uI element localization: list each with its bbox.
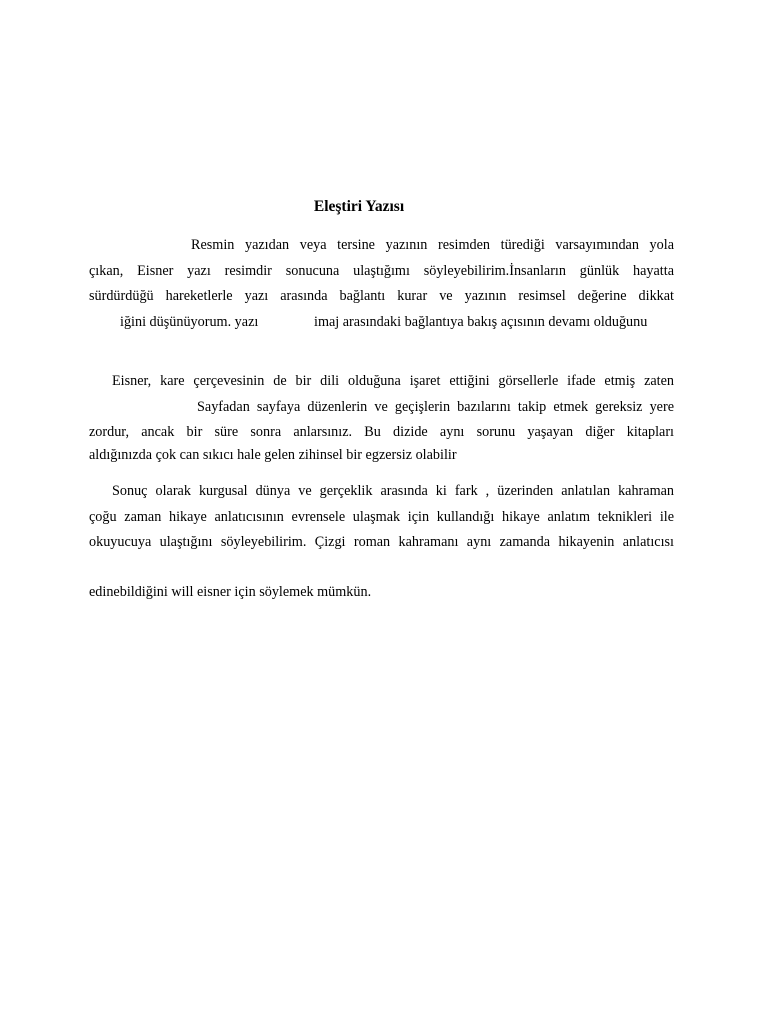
- paragraph-line: Sayfadan sayfaya düzenlerin ve geçişlerin bazılarını takip etmek gereksiz yere: [197, 399, 674, 415]
- paragraph-line: Eisner, kare çerçevesinin de bir dili olduğuna işaret ettiğini görsellerle ifade etmiş zaten: [112, 373, 674, 389]
- paragraph-line: sürdürdüğü hareketlerle yazı arasında bağlantı kurar ve yazının resimsel değerine dikkat: [89, 288, 674, 304]
- paragraph-line: iğini düşünüyorum. yazı: [120, 314, 259, 330]
- paragraph-line: okuyucuya ulaştığını söyleyebilirim. Çizgi roman kahramanı aynı zamanda hikayenin anlatıcısı: [89, 534, 674, 550]
- paragraph-line: Sonuç olarak kurgusal dünya ve gerçeklik arasında ki fark , üzerinden anlatılan kahraman: [112, 483, 674, 499]
- paragraph-line: çıkan, Eisner yazı resimdir sonucuna ulaştığımı söyleyebilirim.İnsanların günlük hayatta: [89, 263, 674, 279]
- paragraph-line: aldığınızda çok can sıkıcı hale gelen zihinsel bir egzersiz olabilir: [89, 447, 457, 463]
- document-title: Eleştiri Yazısı: [313, 198, 405, 215]
- paragraph-line: zordur, ancak bir süre sonra anlarsınız. Bu dizide aynı sorunu yaşayan diğer kitapları: [89, 424, 674, 440]
- paragraph-line: imaj arasındaki bağlantıya bakış açısının devamı olduğunu: [314, 314, 648, 330]
- paragraph-line: çoğu zaman hikaye anlatıcısının evrensele ulaşmak için kullandığı hikaye anlatım teknikleri ile: [89, 509, 674, 525]
- paragraph-line: edinebildiğini will eisner için söylemek mümkün.: [89, 584, 372, 600]
- paragraph-line: Resmin yazıdan veya tersine yazının resimden türediği varsayımından yola: [191, 237, 674, 253]
